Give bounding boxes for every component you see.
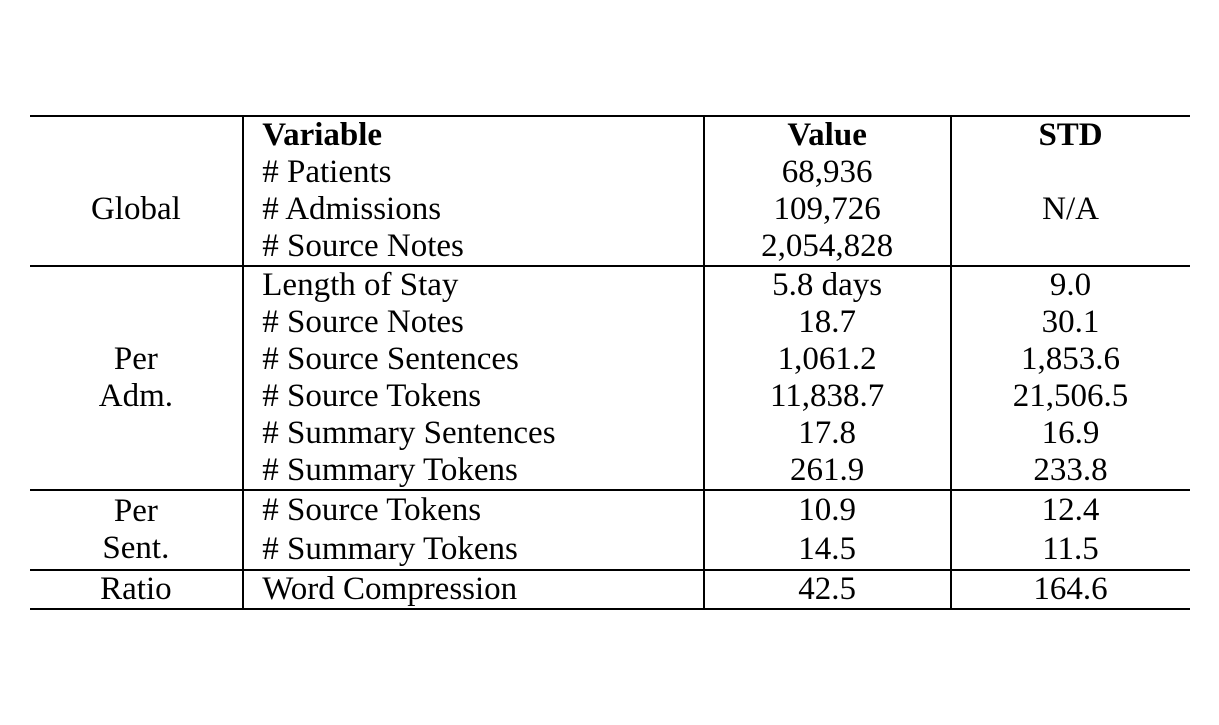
cell-variable: # Source Notes bbox=[243, 228, 703, 266]
cell-std: 233.8 bbox=[1033, 452, 1108, 489]
group-label-per-sent bbox=[30, 490, 244, 570]
cell-value: 10.9 bbox=[704, 490, 951, 530]
cell-value: 2,054,828 bbox=[704, 228, 951, 266]
group-label-per-adm bbox=[30, 266, 244, 490]
cell-std: 12.4 bbox=[951, 490, 1190, 530]
cell-std-global: N/A bbox=[1042, 191, 1099, 228]
table-row bbox=[30, 570, 1190, 609]
group-label-global: Global bbox=[30, 154, 244, 266]
header-value: Value bbox=[704, 116, 951, 154]
cell-value: 17.8 bbox=[704, 415, 951, 452]
cell-variable: # Source Tokens bbox=[243, 490, 703, 530]
cell-value: 42.5 bbox=[704, 570, 951, 609]
cell-variable: # Admissions bbox=[243, 191, 703, 228]
table-row bbox=[30, 154, 1190, 191]
cell-value: 1,061.2 bbox=[704, 341, 951, 378]
cell-variable: # Source Tokens bbox=[243, 378, 703, 415]
cell-value: 109,726 bbox=[704, 191, 951, 228]
cell-value: 68,936 bbox=[704, 154, 951, 191]
group-label-line: Sent. bbox=[102, 530, 170, 566]
group-label-ratio: Ratio bbox=[30, 570, 244, 609]
cell-value: 261.9 bbox=[704, 452, 951, 490]
cell-value: 5.8 days bbox=[704, 266, 951, 304]
cell-value: 11,838.7 bbox=[704, 378, 951, 415]
cell-variable: # Patients bbox=[243, 154, 703, 191]
cell-std: 9.0 bbox=[951, 266, 1190, 304]
header-std: STD bbox=[951, 116, 1190, 154]
table-row bbox=[30, 490, 1190, 530]
cell-variable: # Summary Tokens bbox=[243, 452, 703, 490]
cell-variable: # Summary Sentences bbox=[243, 415, 703, 452]
table-header-row bbox=[30, 116, 1190, 154]
cell-std: 11.5 bbox=[1042, 530, 1099, 567]
header-variable: Variable bbox=[243, 116, 703, 154]
cell-value: 18.7 bbox=[704, 304, 951, 341]
cell-variable: # Summary Tokens bbox=[243, 530, 703, 570]
group-label-line: Per bbox=[113, 341, 158, 378]
table-row bbox=[30, 266, 1190, 304]
header-group bbox=[30, 116, 244, 154]
cell-std: 30.1 bbox=[1041, 304, 1100, 341]
cell-std: 21,506.5 bbox=[1012, 378, 1129, 415]
dataset-statistics-table bbox=[30, 115, 1190, 610]
cell-value: 14.5 bbox=[704, 530, 951, 570]
cell-std: 16.9 bbox=[1041, 415, 1100, 452]
group-label-line: Adm. bbox=[98, 378, 173, 415]
cell-std: 1,853.6 bbox=[1021, 341, 1121, 378]
cell-variable: Word Compression bbox=[243, 570, 703, 609]
cell-variable: Length of Stay bbox=[243, 266, 703, 304]
cell-variable: # Source Notes bbox=[243, 304, 703, 341]
cell-std: 164.6 bbox=[951, 570, 1190, 609]
group-label-line: Per bbox=[113, 493, 158, 530]
cell-variable: # Source Sentences bbox=[243, 341, 703, 378]
